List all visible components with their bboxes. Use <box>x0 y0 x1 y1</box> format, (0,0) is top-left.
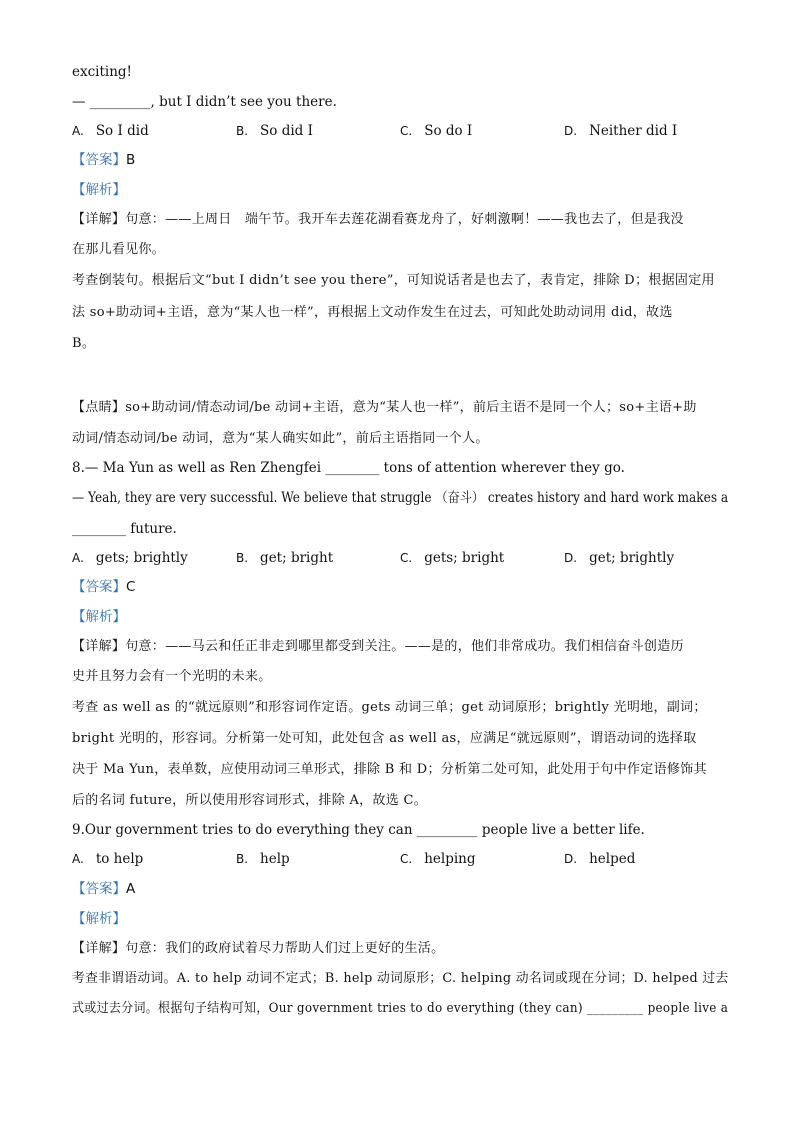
detail-tag: 【详解】 <box>72 941 126 956</box>
q7-option-d[interactable]: D. Neither did I <box>564 123 678 139</box>
q9-answer-line <box>72 879 135 899</box>
q8-option-c[interactable]: C. gets; bright <box>400 550 505 566</box>
q8-option-a[interactable]: A. gets; brightly <box>72 550 188 566</box>
q7-option-a[interactable]: A. So I did <box>72 123 149 139</box>
q9-detail-line-1: 【详解】句意：我们的政府试着尽力帮助人们过上更好的生活。 <box>72 941 445 956</box>
q9-option-a[interactable]: A. to help <box>72 851 144 867</box>
q8-exam-line-2: bright 光明的，形容词。分析第一处可知，此处包含 as well as，应满足“就远原则”，谓语动词的选择取 <box>72 731 697 746</box>
q8-answer: C <box>126 579 136 595</box>
answer-tag: 【答案】 <box>72 579 126 595</box>
q9-exam-line-2: 式或过去分词。根据句子结构可知，Our government tries to do everything (they can) _________ people live a <box>72 1001 729 1016</box>
point-tag: 【点睛】 <box>72 400 126 415</box>
q8-option-d[interactable]: D. get; brightly <box>564 550 675 566</box>
q7-answer-line <box>72 150 135 170</box>
q9-option-b[interactable]: B. help <box>236 851 290 867</box>
q8-stem-line-3: ________ future. <box>72 521 177 537</box>
q8-exam-line-1: 考查 as well as 的“就远原则”和形容词作定语。gets 动词三单；get 动词原形；brightly 光明地，副词； <box>72 700 707 715</box>
answer-tag: 【答案】 <box>72 152 126 168</box>
q7-detail-line-1: 【详解】句意：——上周日 端午节。我开车去莲花湖看赛龙舟了，好刺激啊！——我也去了，但是我没 <box>72 212 684 227</box>
q7-point-line-1: 【点睛】so+助动词/情态动词/be 动词+主语，意为“某人也一样”，前后主语不是同一个人；so+主语+助 <box>72 400 697 415</box>
detail-tag: 【详解】 <box>72 212 126 227</box>
q8-analysis-tag: 【解析】 <box>72 609 126 625</box>
q7-exam-line-1: 考查倒装句。根据后文“but I didn’t see you there”，可知说话者是也去了，表肯定，排除 D；根据固定用 <box>72 273 715 288</box>
q9-analysis-tag: 【解析】 <box>72 911 126 927</box>
q7-point-line-2: 动词/情态动词/be 动词，意为“某人确实如此”，前后主语指同一个人。 <box>72 431 489 446</box>
q8-exam-line-4: 后的名词 future，所以使用形容词形式，排除 A，故选 C。 <box>72 793 428 808</box>
q9-exam-line-1: 考查非谓语动词。A. to help 动词不定式；B. help 动词原形；C. helping 动名词或现在分词；D. helped 过去 <box>72 971 729 986</box>
q7-reply: — _________, but I didn’t see you there. <box>72 94 337 110</box>
q7-detail-line-2: 在那儿看见你。 <box>72 242 166 257</box>
q9-answer: A <box>126 881 136 897</box>
q9-stem: 9.Our government tries to do everything they can _________ people live a better life. <box>72 822 645 838</box>
q8-stem-line-1: 8.— Ma Yun as well as Ren Zhengfei ________ tons of attention wherever they go. <box>72 460 625 476</box>
q7-analysis-tag: 【解析】 <box>72 182 126 198</box>
q7-answer: B <box>126 152 136 168</box>
q9-option-d[interactable]: D. helped <box>564 851 636 867</box>
q7-option-b[interactable]: B. So did I <box>236 123 313 139</box>
q8-exam-line-3: 决于 Ma Yun，表单数，应使用动词三单形式，排除 B 和 D；分析第二处可知，此处用于句中作定语修饰其 <box>72 762 707 777</box>
q7-exam-line-3: B。 <box>72 336 96 351</box>
q8-stem-line-2: — Yeah, they are very successful. We believe that struggle （奋斗） creates history and hard work makes a <box>72 490 729 506</box>
q7-exam-line-2: 法 so+助动词+主语，意为“某人也一样”，再根据上文动作发生在过去，可知此处助动词用 did，故选 <box>72 305 673 320</box>
q8-option-b[interactable]: B. get; bright <box>236 550 334 566</box>
q7-option-c[interactable]: C. So do I <box>400 123 473 139</box>
q8-detail-line-1: 【详解】句意：——马云和任正非走到哪里都受到关注。——是的，他们非常成功。我们相信奋斗创造历 <box>72 639 684 654</box>
q9-option-c[interactable]: C. helping <box>400 851 476 867</box>
q8-detail-line-2: 史并且努力会有一个光明的未来。 <box>72 669 272 684</box>
q8-answer-line <box>72 577 135 597</box>
q7-tail: exciting! <box>72 64 132 80</box>
answer-tag: 【答案】 <box>72 881 126 897</box>
detail-tag: 【详解】 <box>72 639 126 654</box>
